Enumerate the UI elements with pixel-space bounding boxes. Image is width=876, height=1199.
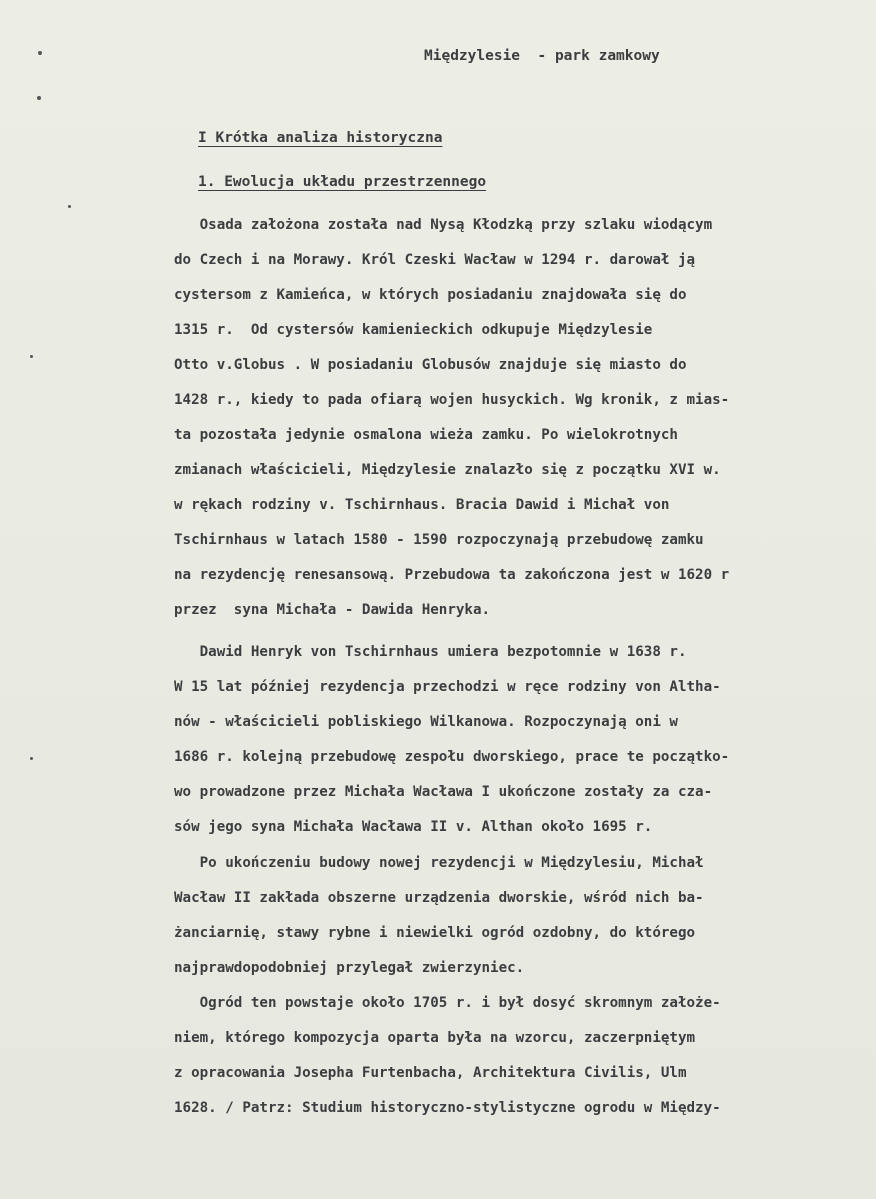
document-header: Międzylesie - park zamkowy xyxy=(424,48,660,64)
text-line: W 15 lat później rezydencja przechodzi w ręce rodziny von Altha- xyxy=(174,679,721,695)
text-line: sów jego syna Michała Wacława II v. Althan około 1695 r. xyxy=(174,819,653,835)
text-line: 1315 r. Od cystersów kamienieckich odkupuje Międzylesie xyxy=(174,322,653,338)
text-line: z opracowania Josepha Furtenbacha, Architektura Civilis, Ulm xyxy=(174,1065,687,1081)
text-line: Ogród ten powstaje około 1705 r. i był dosyć skromnym założe- xyxy=(174,995,721,1011)
text-line: do Czech i na Morawy. Król Czeski Wacław w 1294 r. darował ją xyxy=(174,252,696,268)
subsection-title: 1. Ewolucja układu przestrzennego xyxy=(198,174,487,190)
text-line: zmianach właścicieli, Międzylesie znalazło się z początku XVI w. xyxy=(174,462,721,478)
text-line: niem, którego kompozycja oparta była na wzorcu, zaczerpniętym xyxy=(174,1030,696,1046)
text-line: najprawdopodobniej przylegał zwierzyniec. xyxy=(174,960,525,976)
text-line: ta pozostała jedynie osmalona wieża zamku. Po wielokrotnych xyxy=(174,427,678,443)
text-line: nów - właścicieli pobliskiego Wilkanowa. Rozpoczynają oni w xyxy=(174,714,678,730)
text-line: 1628. / Patrz: Studium historyczno-stylistyczne ogrodu w Między- xyxy=(174,1100,721,1116)
text-line: cystersom z Kamieńca, w których posiadaniu znajdowała się do xyxy=(174,287,687,303)
text-line: Tschirnhaus w latach 1580 - 1590 rozpoczynają przebudowę zamku xyxy=(174,532,704,548)
text-line: 1428 r., kiedy to pada ofiarą wojen husyckich. Wg kronik, z mias- xyxy=(174,392,730,408)
text-line: 1686 r. kolejną przebudowę zespołu dworskiego, prace te początko- xyxy=(174,749,730,765)
text-line: Wacław II zakłada obszerne urządzenia dworskie, wśród nich ba- xyxy=(174,890,704,906)
text-line: Dawid Henryk von Tschirnhaus umiera bezpotomnie w 1638 r. xyxy=(174,644,687,660)
section-title: I Krótka analiza historyczna xyxy=(198,130,443,146)
text-line: przez syna Michała - Dawida Henryka. xyxy=(174,602,491,618)
text-line: na rezydencję renesansową. Przebudowa ta zakończona jest w 1620 r xyxy=(174,567,730,583)
margin-speck xyxy=(30,757,33,760)
text-line: Po ukończeniu budowy nowej rezydencji w Międzylesiu, Michał xyxy=(174,855,704,871)
text-line: wo prowadzone przez Michała Wacława I ukończone zostały za cza- xyxy=(174,784,713,800)
margin-speck xyxy=(38,51,42,55)
text-line: żanciarnię, stawy rybne i niewielki ogród ozdobny, do którego xyxy=(174,925,696,941)
text-line: Osada założona została nad Nysą Kłodzką przy szlaku wiodącym xyxy=(174,217,713,233)
text-line: w rękach rodziny v. Tschirnhaus. Bracia Dawid i Michał von xyxy=(174,497,670,513)
text-line: Otto v.Globus . W posiadaniu Globusów znajduje się miasto do xyxy=(174,357,687,373)
margin-speck xyxy=(37,96,41,100)
margin-speck xyxy=(68,205,71,208)
margin-speck xyxy=(30,355,33,358)
